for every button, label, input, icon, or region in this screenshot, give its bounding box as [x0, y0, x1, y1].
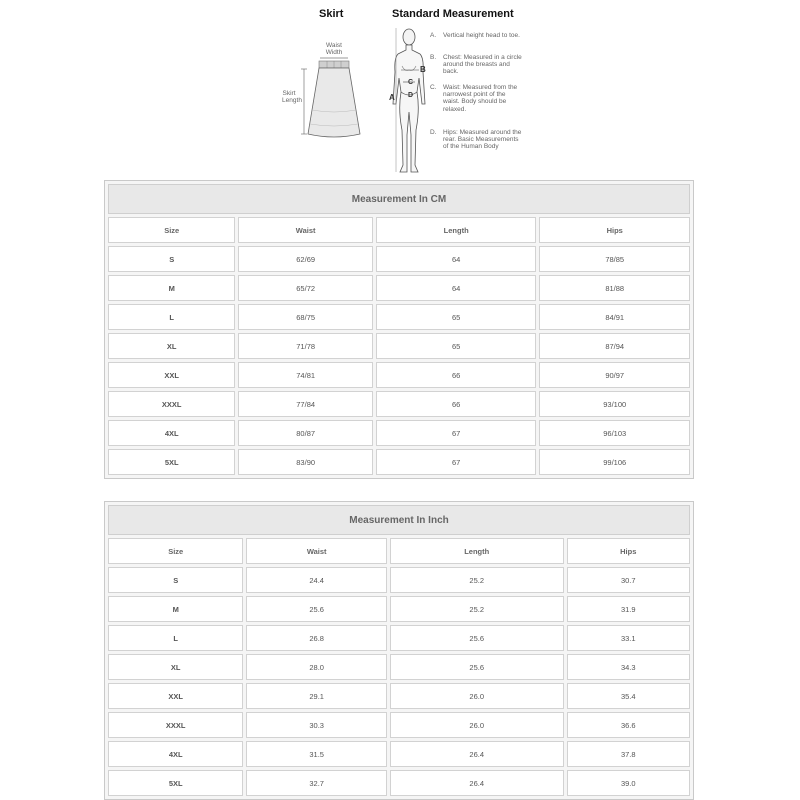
- body-letter-c: C: [408, 79, 414, 86]
- cm-length-cell: 64: [376, 275, 537, 301]
- cm-length-cell: 66: [376, 362, 537, 388]
- inch-length-cell: 26.4: [390, 741, 564, 767]
- cm-measurement-table: [104, 180, 694, 479]
- inch-length-cell: 25.2: [390, 596, 564, 622]
- skirt-label-waist: Waist: [325, 42, 343, 49]
- inch-waist-cell: 29.1: [246, 683, 386, 709]
- skirt-label-length: Length: [282, 97, 302, 104]
- inch-size-cell: M: [108, 596, 243, 622]
- inch-table-caption: Measurement In Inch: [108, 505, 690, 535]
- inch-length-cell: 26.0: [390, 683, 564, 709]
- cm-size-cell: XL: [108, 333, 235, 359]
- inch-size-cell: XXXL: [108, 712, 243, 738]
- cm-header-size: Size: [108, 217, 235, 243]
- inch-waist-cell: 31.5: [246, 741, 386, 767]
- inch-size-cell: S: [108, 567, 243, 593]
- inch-waist-cell: 26.8: [246, 625, 386, 651]
- table-row: [108, 275, 690, 301]
- inch-header-row: [108, 538, 690, 564]
- cm-size-cell: 5XL: [108, 449, 235, 475]
- inch-header-size: Size: [108, 538, 243, 564]
- table-row: [108, 420, 690, 446]
- cm-header-hips: Hips: [539, 217, 690, 243]
- cm-hips-cell: 99/106: [539, 449, 690, 475]
- body-figure: [389, 28, 426, 172]
- inch-header-hips: Hips: [567, 538, 690, 564]
- inch-waist-cell: 25.6: [246, 596, 386, 622]
- table-row: [108, 741, 690, 767]
- cm-size-cell: XXL: [108, 362, 235, 388]
- table-row: [108, 625, 690, 651]
- table-row: [108, 712, 690, 738]
- cm-waist-cell: 74/81: [238, 362, 372, 388]
- diagram-figures: [0, 0, 800, 180]
- inch-waist-cell: 32.7: [246, 770, 386, 796]
- cm-size-cell: S: [108, 246, 235, 272]
- table-row: [108, 770, 690, 796]
- inch-size-cell: 5XL: [108, 770, 243, 796]
- inch-hips-cell: 34.3: [567, 654, 690, 680]
- table-row: [108, 654, 690, 680]
- inch-hips-cell: 37.8: [567, 741, 690, 767]
- inch-length-cell: 25.6: [390, 625, 564, 651]
- cm-table-caption: Measurement In CM: [108, 184, 690, 214]
- cm-header-length: Length: [376, 217, 537, 243]
- table-row: [108, 567, 690, 593]
- cm-size-cell: L: [108, 304, 235, 330]
- inch-hips-cell: 31.9: [567, 596, 690, 622]
- inch-header-waist: Waist: [246, 538, 386, 564]
- cm-length-cell: 67: [376, 449, 537, 475]
- skirt-label-width: Width: [325, 49, 343, 56]
- cm-waist-cell: 80/87: [238, 420, 372, 446]
- inch-waist-cell: 24.4: [246, 567, 386, 593]
- cm-header-row: [108, 217, 690, 243]
- table-row: [108, 596, 690, 622]
- body-letter-b: B: [420, 65, 426, 74]
- cm-length-cell: 67: [376, 420, 537, 446]
- cm-hips-cell: 96/103: [539, 420, 690, 446]
- table-row: [108, 362, 690, 388]
- cm-size-cell: M: [108, 275, 235, 301]
- inch-header-length: Length: [390, 538, 564, 564]
- cm-waist-cell: 77/84: [238, 391, 372, 417]
- cm-hips-cell: 78/85: [539, 246, 690, 272]
- inch-size-cell: XL: [108, 654, 243, 680]
- cm-length-cell: 65: [376, 304, 537, 330]
- cm-length-cell: 66: [376, 391, 537, 417]
- body-letter-d: D: [408, 92, 414, 99]
- cm-length-cell: 65: [376, 333, 537, 359]
- cm-size-cell: 4XL: [108, 420, 235, 446]
- cm-hips-cell: 90/97: [539, 362, 690, 388]
- cm-waist-cell: 65/72: [238, 275, 372, 301]
- cm-waist-cell: 71/78: [238, 333, 372, 359]
- inch-length-cell: 26.4: [390, 770, 564, 796]
- cm-waist-cell: 62/69: [238, 246, 372, 272]
- cm-waist-cell: 68/75: [238, 304, 372, 330]
- table-row: [108, 304, 690, 330]
- table-row: [108, 333, 690, 359]
- inch-size-cell: 4XL: [108, 741, 243, 767]
- inch-hips-cell: 30.7: [567, 567, 690, 593]
- body-letter-a: A: [389, 93, 395, 102]
- cm-hips-cell: 84/91: [539, 304, 690, 330]
- inch-size-cell: L: [108, 625, 243, 651]
- cm-hips-cell: 93/100: [539, 391, 690, 417]
- inch-hips-cell: 35.4: [567, 683, 690, 709]
- skirt-title: Skirt: [319, 8, 344, 20]
- table-row: [108, 683, 690, 709]
- cm-hips-cell: 87/94: [539, 333, 690, 359]
- standard-measurement-title: Standard Measurement: [392, 8, 514, 20]
- skirt-illustration: [282, 42, 360, 137]
- inch-hips-cell: 33.1: [567, 625, 690, 651]
- inch-size-cell: XXL: [108, 683, 243, 709]
- inch-measurement-table: [104, 501, 694, 800]
- skirt-label-skirt: Skirt: [282, 90, 296, 97]
- cm-length-cell: 64: [376, 246, 537, 272]
- cm-hips-cell: 81/88: [539, 275, 690, 301]
- table-row: [108, 449, 690, 475]
- measurement-diagram: Skirt Standard Measurement Waist Width Skirt Length A B C D A. Vertical height head to toe. B. Chest: Measured in a circle around the breasts and back. C. Waist: Measured from the narrowest point of the waist. Body should be relaxed. D. Hips: Measured around the rear. Basic Measurements of the Human Body: [0, 0, 800, 180]
- inch-waist-cell: 28.0: [246, 654, 386, 680]
- table-row: [108, 391, 690, 417]
- inch-hips-cell: 36.6: [567, 712, 690, 738]
- cm-waist-cell: 83/90: [238, 449, 372, 475]
- cm-header-waist: Waist: [238, 217, 372, 243]
- table-row: [108, 246, 690, 272]
- cm-size-cell: XXXL: [108, 391, 235, 417]
- inch-length-cell: 26.0: [390, 712, 564, 738]
- inch-length-cell: 25.6: [390, 654, 564, 680]
- inch-length-cell: 25.2: [390, 567, 564, 593]
- inch-waist-cell: 30.3: [246, 712, 386, 738]
- inch-hips-cell: 39.0: [567, 770, 690, 796]
